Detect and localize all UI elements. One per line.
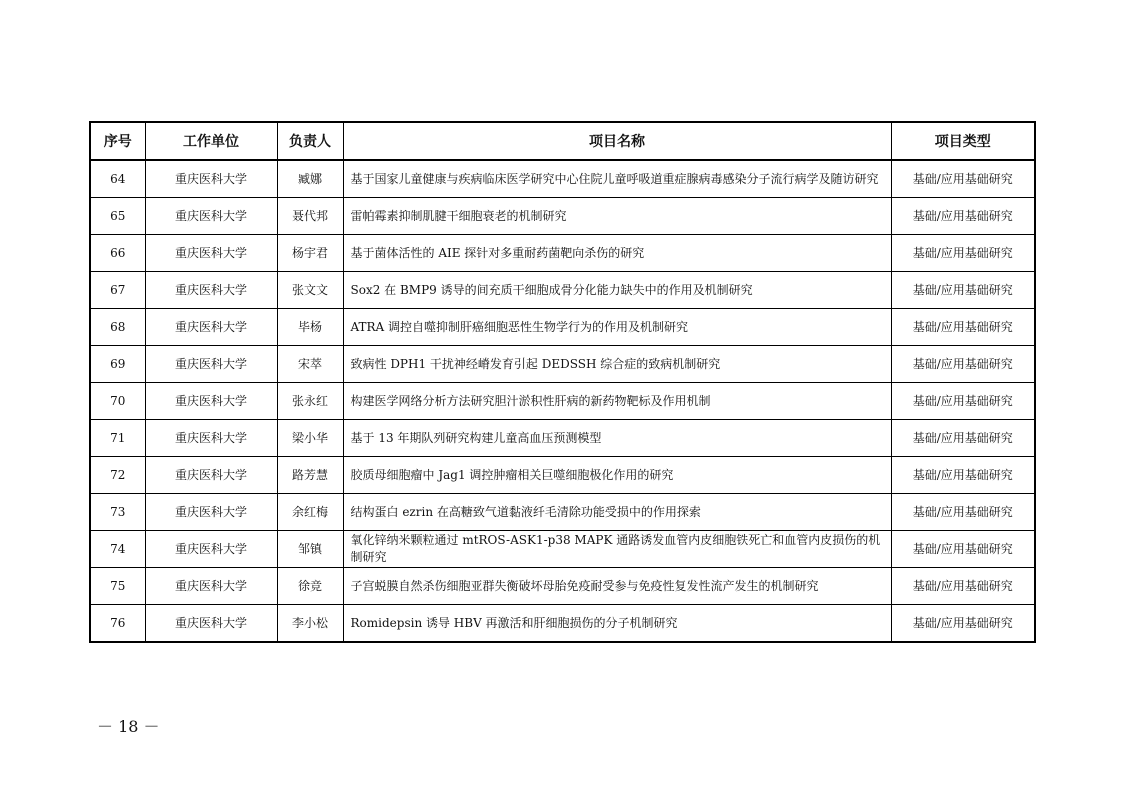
cell-seq: 73 — [90, 494, 145, 531]
cell-seq: 71 — [90, 420, 145, 457]
table-row — [90, 198, 1035, 235]
table-row — [90, 457, 1035, 494]
cell-lead: 梁小华 — [277, 420, 343, 457]
cell-project-type: 基础/应用基础研究 — [891, 272, 1035, 309]
cell-project-type: 基础/应用基础研究 — [891, 309, 1035, 346]
cell-project-name: 基于菌体活性的 AIE 探针对多重耐药菌靶向杀伤的研究 — [343, 235, 891, 272]
cell-project-name: 氧化锌纳米颗粒通过 mtROS-ASK1-p38 MAPK 通路诱发血管内皮细胞铁死亡和血管内皮损伤的机制研究 — [343, 531, 891, 568]
cell-lead: 张永红 — [277, 383, 343, 420]
table-row — [90, 235, 1035, 272]
cell-lead: 毕杨 — [277, 309, 343, 346]
header-project-name: 项目名称 — [343, 122, 891, 160]
project-table — [89, 121, 1036, 643]
table-row — [90, 420, 1035, 457]
cell-project-name: 子宫蜕膜自然杀伤细胞亚群失衡破坏母胎免疫耐受参与免疫性复发性流产发生的机制研究 — [343, 568, 891, 605]
cell-project-name: ATRA 调控自噬抑制肝癌细胞恶性生物学行为的作用及机制研究 — [343, 309, 891, 346]
cell-project-name: Sox2 在 BMP9 诱导的间充质干细胞成骨分化能力缺失中的作用及机制研究 — [343, 272, 891, 309]
cell-project-name: 构建医学网络分析方法研究胆汁淤积性肝病的新药物靶标及作用机制 — [343, 383, 891, 420]
cell-project-type: 基础/应用基础研究 — [891, 605, 1035, 643]
cell-seq: 68 — [90, 309, 145, 346]
cell-lead: 路芳慧 — [277, 457, 343, 494]
header-seq: 序号 — [90, 122, 145, 160]
cell-project-name: 基于国家儿童健康与疾病临床医学研究中心住院儿童呼吸道重症腺病毒感染分子流行病学及随访研究 — [343, 160, 891, 198]
cell-unit: 重庆医科大学 — [145, 494, 277, 531]
table-row — [90, 531, 1035, 568]
table-row — [90, 309, 1035, 346]
cell-lead: 臧娜 — [277, 160, 343, 198]
cell-lead: 邹镇 — [277, 531, 343, 568]
cell-unit: 重庆医科大学 — [145, 235, 277, 272]
cell-project-name: 基于 13 年期队列研究构建儿童高血压预测模型 — [343, 420, 891, 457]
cell-lead: 杨宇君 — [277, 235, 343, 272]
header-unit: 工作单位 — [145, 122, 277, 160]
cell-seq: 75 — [90, 568, 145, 605]
cell-seq: 76 — [90, 605, 145, 643]
cell-seq: 70 — [90, 383, 145, 420]
cell-seq: 64 — [90, 160, 145, 198]
header-lead: 负责人 — [277, 122, 343, 160]
cell-seq: 69 — [90, 346, 145, 383]
table-row — [90, 346, 1035, 383]
cell-project-name: 结构蛋白 ezrin 在高糖致气道黏液纤毛清除功能受损中的作用探索 — [343, 494, 891, 531]
cell-project-name: 雷帕霉素抑制肌腱干细胞衰老的机制研究 — [343, 198, 891, 235]
cell-unit: 重庆医科大学 — [145, 605, 277, 643]
table-body — [90, 160, 1035, 642]
page-number: － 18 － — [97, 717, 160, 736]
cell-project-type: 基础/应用基础研究 — [891, 420, 1035, 457]
cell-unit: 重庆医科大学 — [145, 160, 277, 198]
table-row — [90, 383, 1035, 420]
header-project-type: 项目类型 — [891, 122, 1035, 160]
cell-project-type: 基础/应用基础研究 — [891, 383, 1035, 420]
cell-unit: 重庆医科大学 — [145, 568, 277, 605]
cell-project-type: 基础/应用基础研究 — [891, 531, 1035, 568]
cell-unit: 重庆医科大学 — [145, 420, 277, 457]
cell-project-type: 基础/应用基础研究 — [891, 160, 1035, 198]
cell-project-type: 基础/应用基础研究 — [891, 346, 1035, 383]
table-row — [90, 568, 1035, 605]
cell-unit: 重庆医科大学 — [145, 457, 277, 494]
cell-seq: 66 — [90, 235, 145, 272]
cell-lead: 宋萃 — [277, 346, 343, 383]
table-header-row — [90, 122, 1035, 160]
cell-project-type: 基础/应用基础研究 — [891, 235, 1035, 272]
cell-lead: 徐竞 — [277, 568, 343, 605]
cell-seq: 74 — [90, 531, 145, 568]
cell-project-name: Romidepsin 诱导 HBV 再激活和肝细胞损伤的分子机制研究 — [343, 605, 891, 643]
table-row — [90, 494, 1035, 531]
cell-project-name: 致病性 DPH1 干扰神经嵴发育引起 DEDSSH 综合症的致病机制研究 — [343, 346, 891, 383]
cell-lead: 聂代邦 — [277, 198, 343, 235]
table-row — [90, 605, 1035, 643]
cell-project-name: 胶质母细胞瘤中 Jag1 调控肿瘤相关巨噬细胞极化作用的研究 — [343, 457, 891, 494]
cell-unit: 重庆医科大学 — [145, 383, 277, 420]
cell-unit: 重庆医科大学 — [145, 272, 277, 309]
table-row — [90, 272, 1035, 309]
cell-unit: 重庆医科大学 — [145, 198, 277, 235]
cell-seq: 72 — [90, 457, 145, 494]
cell-unit: 重庆医科大学 — [145, 531, 277, 568]
cell-project-type: 基础/应用基础研究 — [891, 568, 1035, 605]
cell-project-type: 基础/应用基础研究 — [891, 494, 1035, 531]
cell-seq: 65 — [90, 198, 145, 235]
cell-unit: 重庆医科大学 — [145, 309, 277, 346]
cell-lead: 余红梅 — [277, 494, 343, 531]
cell-seq: 67 — [90, 272, 145, 309]
cell-unit: 重庆医科大学 — [145, 346, 277, 383]
cell-project-type: 基础/应用基础研究 — [891, 198, 1035, 235]
cell-lead: 张文文 — [277, 272, 343, 309]
cell-project-type: 基础/应用基础研究 — [891, 457, 1035, 494]
table-row — [90, 160, 1035, 198]
cell-lead: 李小松 — [277, 605, 343, 643]
